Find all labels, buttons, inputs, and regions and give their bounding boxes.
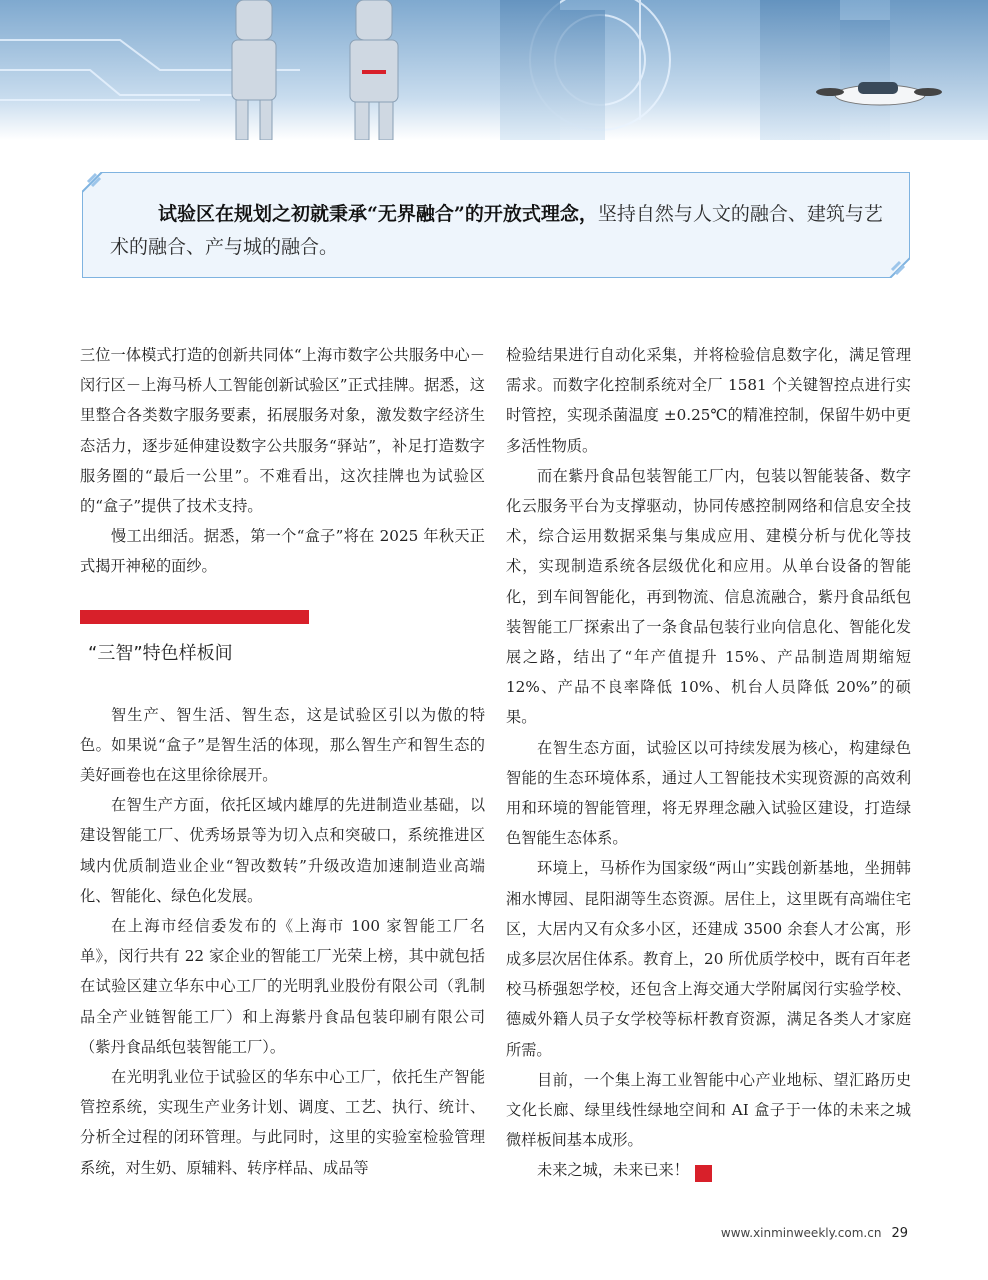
closing-text: 未来之城，未来已来！ (537, 1161, 689, 1180)
paragraph: 慢工出细活。据悉，第一个“盒子”将在 2025 年秋天正式揭开神秘的面纱。 (80, 527, 485, 576)
paragraph: 而在紫丹食品包装智能工厂内，包装以智能装备、数字化云服务平台为支撑驱动，协同传感控制网络和信息安全技术，综合运用数据采集与集成应用、建模分析与优化等技术，实现制造系统各层级优化和应用。从单台设备的智能化，到车间智能化，再到物流、信息流融合，紫丹食品纸包装智能工厂探索出了一条食品包装行业向信息化、智能化发展之路，结出了“年产值提升 15%、产品制造周期缩短 12%、产品不良率降低 10%、机台人员降低 20%”的硕果。 (506, 466, 911, 727)
right-column (506, 340, 911, 1186)
paragraph: 目前，一个集上海工业智能中心产业地标、望汇路历史文化长廊、绿里线性绿地空间和 AI 盒子于一体的未来之城微样板间基本成形。 (506, 1070, 911, 1150)
paragraph: 在上海市经信委发布的《上海市 100 家智能工厂名单》，闵行共有 22 家企业的智能工厂光荣上榜，其中就包括在试验区建立华东中心工厂的光明乳业股份有限公司（乳制品全产业链智能工厂）和上海紫丹食品包装印刷有限公司（紫丹食品纸包装智能工厂）。 (80, 917, 485, 1056)
paragraph: 环境上，马桥作为国家级“两山”实践创新基地，坐拥韩湘水博园、昆阳湖等生态资源。居住上，这里既有高端住宅区，大居内又有众多小区，还建成 3500 余套人才公寓，形成多层次居住体系。教育上，20 所优质学校中，既有百年老校马桥强恕学校，还包含上海交通大学附属闵行实验学校、德威外籍人员子女学校等标杆教育资源，满足各类人才家庭所需。 (506, 859, 911, 1059)
header-banner (0, 0, 988, 140)
page-footer (721, 1226, 908, 1241)
pull-quote-text (110, 198, 890, 264)
page-number: 29 (891, 1226, 908, 1241)
paragraph: 在光明乳业位于试验区的华东中心工厂，依托生产智能管控系统，实现生产业务计划、调度、工艺、执行、统计、分析全过程的闭环管理。与此同时，这里的实验室检验管理系统，对生奶、原辅料、转序样品、成品等 (80, 1068, 485, 1177)
pull-quote-box (82, 172, 910, 278)
paragraph: 在智生态方面，试验区以可持续发展为核心，构建绿色智能的生态环境体系，通过人工智能技术实现资源的高效利用和环境的智能管理，将无界理念融入试验区建设，打造绿色智能生态体系。 (506, 738, 911, 848)
end-seal-icon: 民 (695, 1165, 712, 1182)
pull-quote-bold: 试验区在规划之初就秉承“无界融合”的开放式理念， (158, 203, 598, 225)
paragraph: 检验结果进行自动化采集，并将检验信息数字化，满足管理需求。而数字化控制系统对全厂 1581 个关键智控点进行实时管控，实现杀菌温度 ±0.25℃的精准控制，保留牛奶中更多活性物质。 (506, 346, 911, 455)
pull-quote-normal: 坚持自然与人文的融合、建筑与艺术的融合、产与城的融合。 (110, 203, 883, 258)
paragraph: 智生产、智生活、智生态，这是试验区引以为傲的特色。如果说“盒子”是智生活的体现，那么智生产和智生态的美好画卷也在这里徐徐展开。 (80, 705, 485, 785)
closing-line (506, 1155, 911, 1185)
banner-illustration (0, 0, 988, 140)
paragraph: 三位一体模式打造的创新共同体“上海市数字公共服务中心－闵行区－上海马桥人工智能创新试验区”正式挂牌。据悉，这里整合各类数字服务要素，拓展服务对象，激发数字经济生态活力，逐步延伸建设数字公共服务“驿站”，补足打造数字服务圈的“最后一公里”。不难看出，这次挂牌也为试验区的“盒子”提供了技术支持。 (80, 346, 485, 516)
section-divider-bar (80, 610, 309, 624)
paragraph: 在智生产方面，依托区域内雄厚的先进制造业基础，以建设智能工厂、优秀场景等为切入点和突破口，系统推进区域内优质制造业企业“智改数转”升级改造加速制造业高端化、智能化、绿色化发展。 (80, 796, 485, 905)
section-heading: “三智”特色样板间 (88, 642, 233, 664)
left-column (80, 340, 485, 1183)
footer-url: www.xinminweekly.com.cn (720, 1226, 882, 1240)
